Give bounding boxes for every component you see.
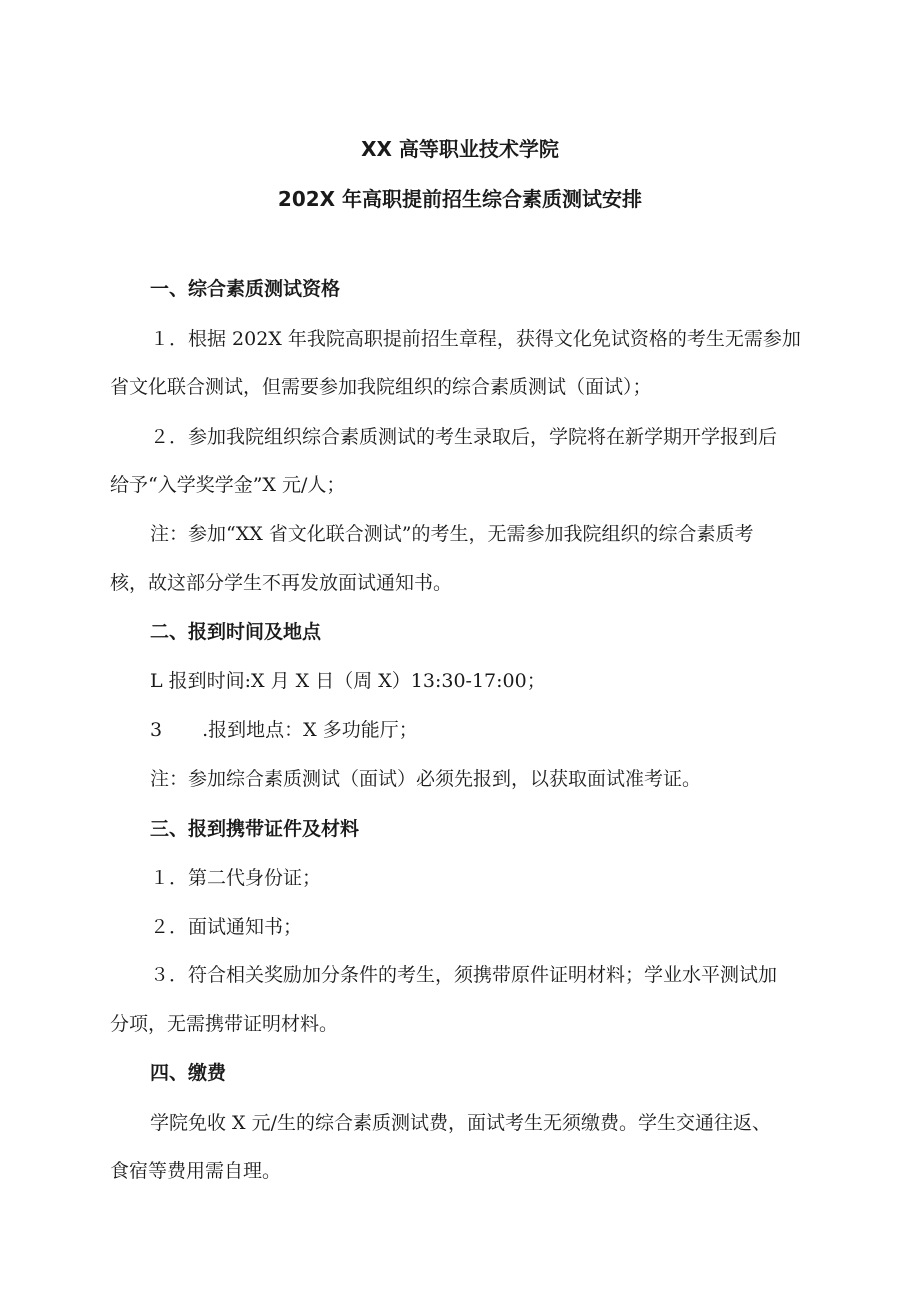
section-1-paragraph-2-line-2: 给予“入学奖学金”X 元/人； (110, 474, 346, 496)
section-1-note-line-2: 核，故这部分学生不再发放面试通知书。 (110, 572, 453, 594)
section-3-heading: 三、报到携带证件及材料 (150, 818, 360, 840)
section-3-item-3-line-1: ３．符合相关奖励加分条件的考生，须携带原件证明材料；学业水平测试加 (150, 964, 778, 986)
section-2-item-2-number: 3 (150, 719, 163, 741)
document-title-line1: XX 高等职业技术学院 (361, 137, 559, 161)
section-3-item-2: ２．面试通知书； (150, 916, 303, 938)
section-2-item-2 (150, 717, 418, 743)
section-2-heading: 二、报到时间及地点 (150, 621, 322, 643)
section-3-item-3-line-2: 分项，无需携带证明材料。 (110, 1013, 339, 1035)
section-4-heading: 四、缴费 (150, 1062, 227, 1084)
section-2-item-2-text: .报到地点：X 多功能厅； (202, 719, 418, 741)
section-4-paragraph-line-2: 食宿等费用需自理。 (110, 1160, 282, 1182)
section-2-item-1: L 报到时间:X 月 X 日（周 X）13:30-17:00； (150, 670, 546, 692)
section-1-paragraph-1-line-1: １．根据 202X 年我院高职提前招生章程，获得文化免试资格的考生无需参加 (150, 328, 801, 350)
document-title-line2: 202X 年高职提前招生综合素质测试安排 (277, 187, 643, 211)
section-4-paragraph-line-1: 学院免收 X 元/生的综合素质测试费，面试考生无须缴费。学生交通往返、 (150, 1112, 772, 1134)
section-1-note-line-1: 注：参加“XX 省文化联合测试”的考生，无需参加我院组织的综合素质考 (150, 523, 754, 545)
section-1-paragraph-1-line-2: 省文化联合测试，但需要参加我院组织的综合素质测试（面试）； (110, 376, 652, 398)
section-1-paragraph-2-line-1: ２．参加我院组织综合素质测试的考生录取后，学院将在新学期开学报到后 (150, 426, 778, 448)
section-1-heading: 一、综合素质测试资格 (150, 278, 341, 300)
section-2-note: 注：参加综合素质测试（面试）必须先报到，以获取面试准考证。 (150, 768, 702, 790)
section-3-item-1: １．第二代身份证； (150, 867, 322, 889)
